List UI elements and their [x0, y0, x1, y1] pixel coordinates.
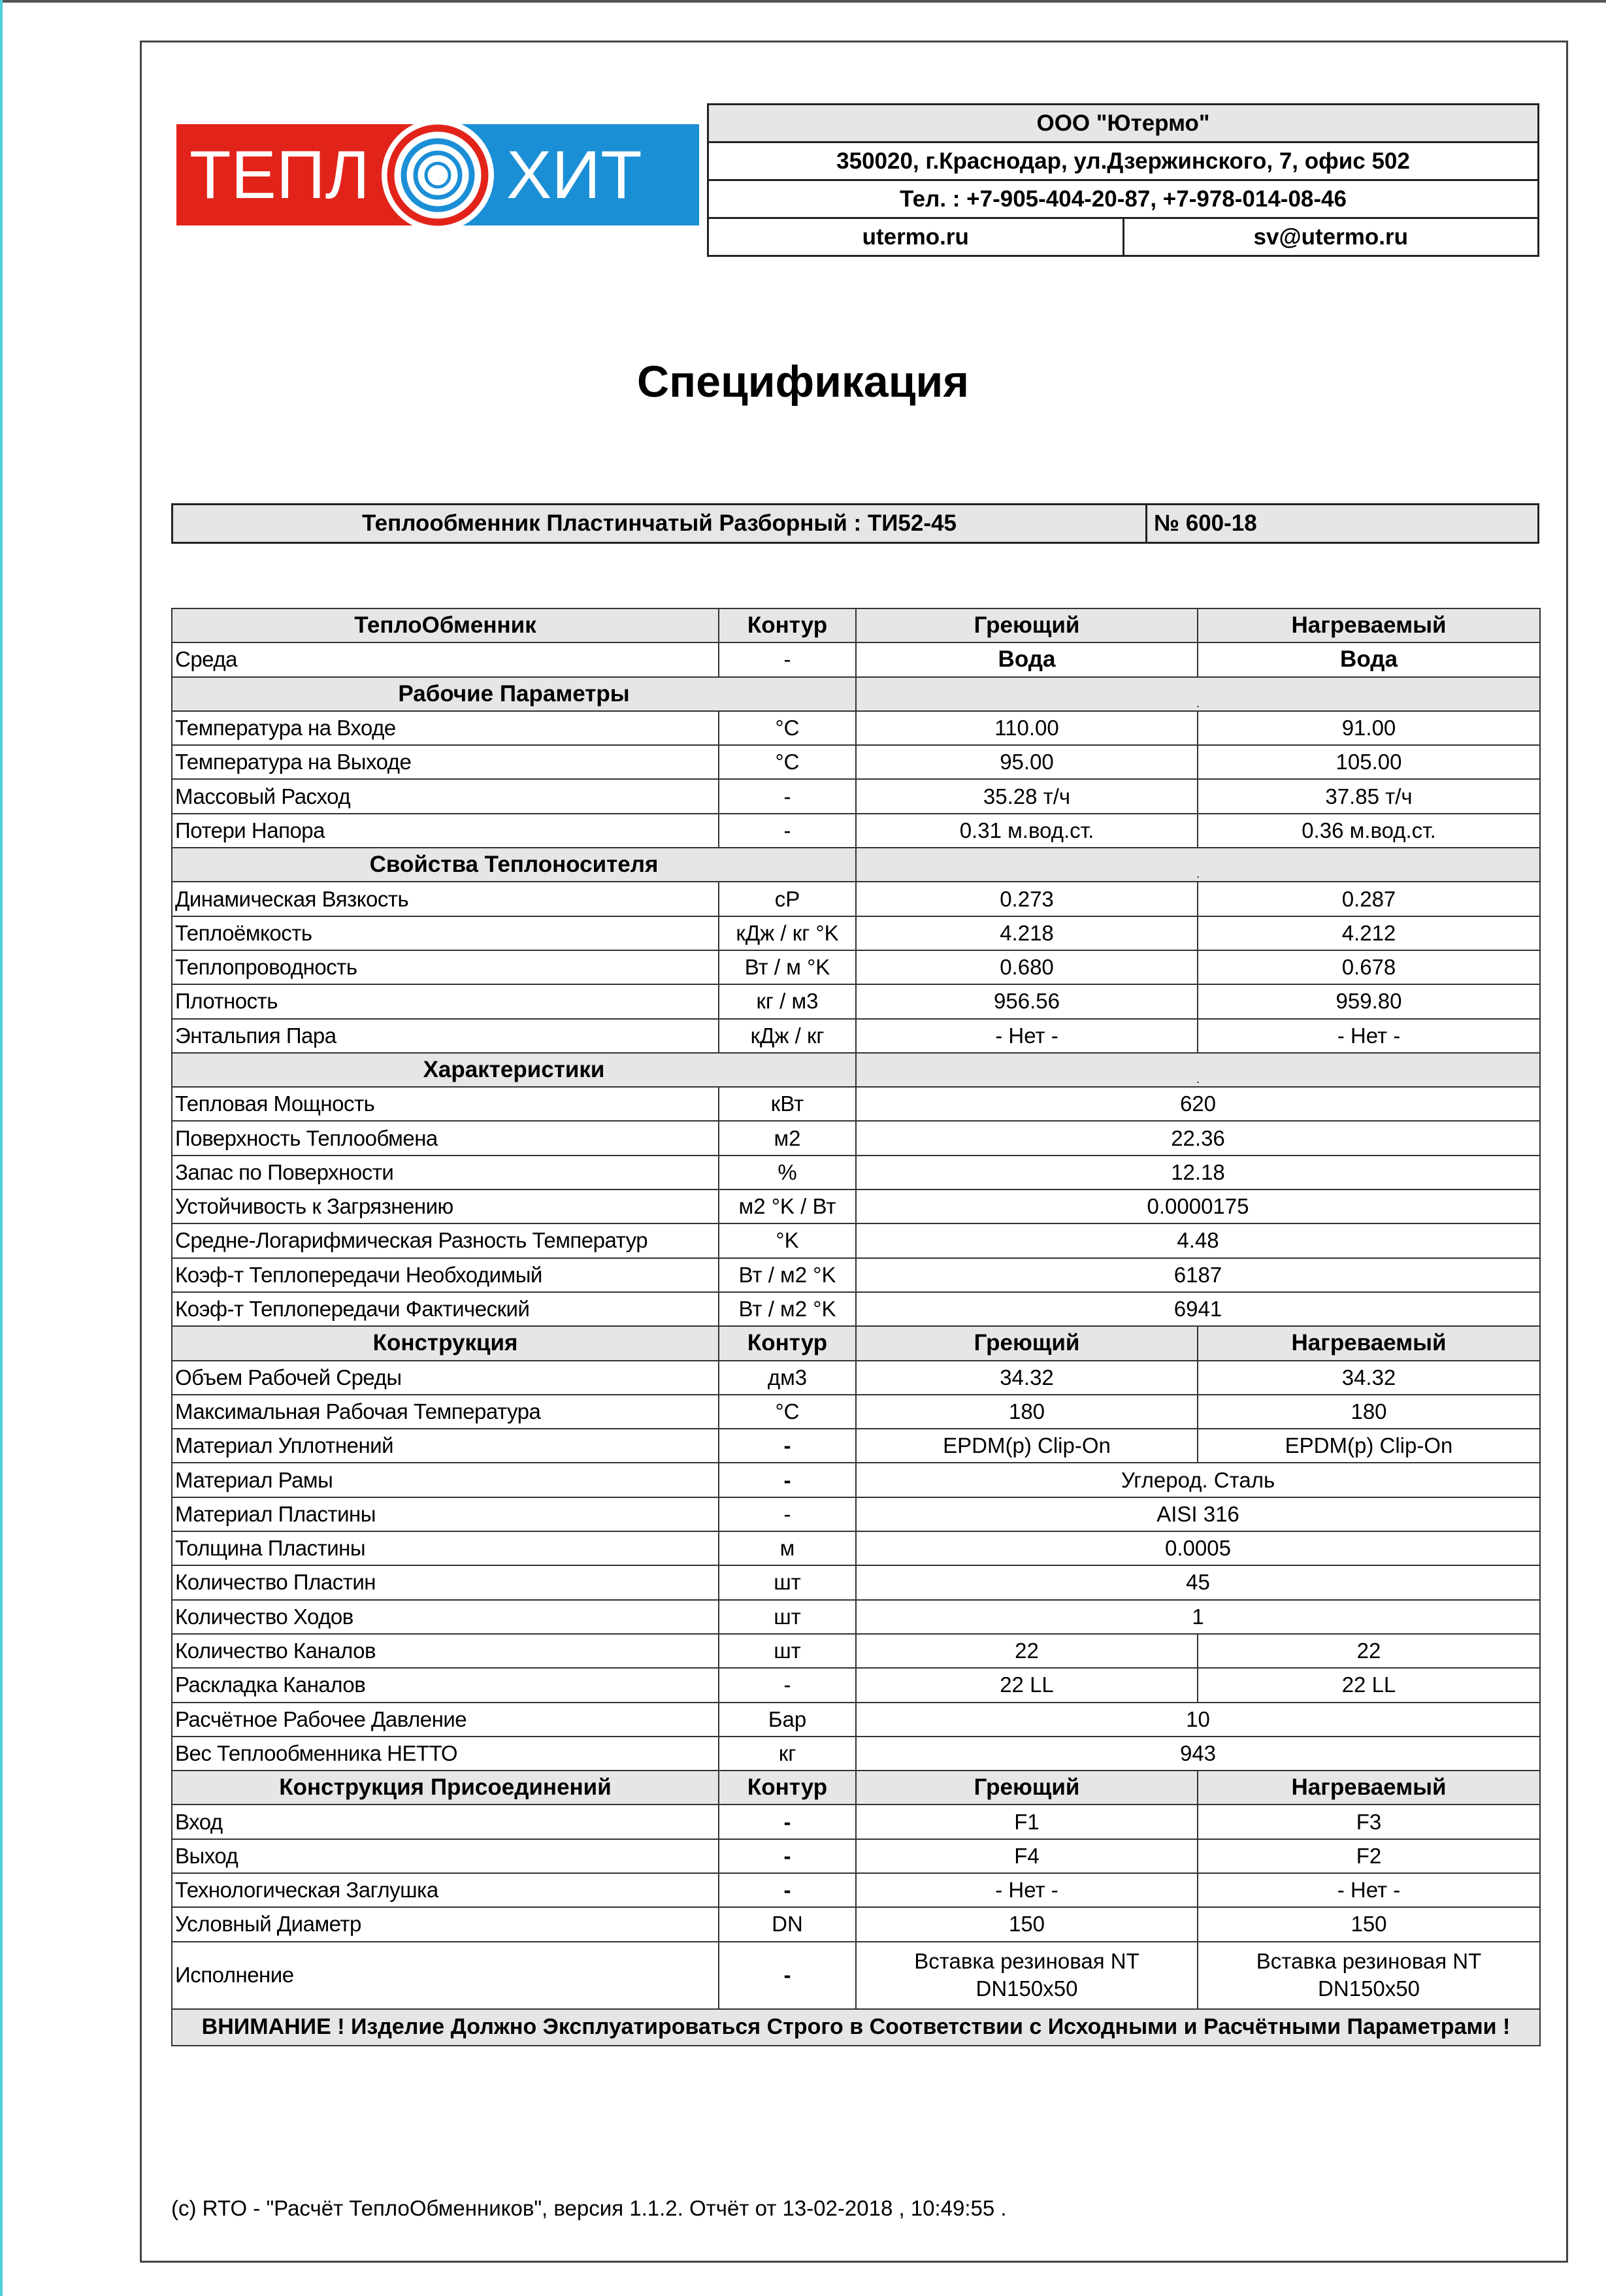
- report-footer: (c) RTO - "Расчёт ТеплоОбменников", версия 1.1.2. Отчёт от 13-02-2018 , 10:49:55 .: [171, 2196, 1007, 2220]
- company-phone: Тел. : +7-905-404-20-87, +7-978-014-08-46: [708, 180, 1539, 218]
- table-row: Тепловая Мощность кВт 620: [172, 1087, 1540, 1121]
- table-row: Материал Пластины - AISI 316: [172, 1497, 1540, 1531]
- top-border-line: [0, 0, 1606, 3]
- table-row: Материал Рамы - Углерод. Сталь: [172, 1463, 1540, 1497]
- construction-header-row: Конструкция Контур Греющий Нагреваемый: [172, 1326, 1540, 1360]
- table-row: Условный Диаметр DN 150 150: [172, 1907, 1540, 1941]
- logo-right-text: ХИТ: [506, 137, 642, 213]
- section-header-row: Свойства Теплоносителя .: [172, 848, 1540, 882]
- table-row: Поверхность Теплообмена м2 22.36: [172, 1121, 1540, 1155]
- table-row: Средне-Логарифмическая Разность Температур °K 4.48: [172, 1223, 1540, 1257]
- product-number: № 600-18: [1147, 505, 1539, 543]
- company-address: 350020, г.Краснодар, ул.Дзержинского, 7, офис 502: [708, 142, 1539, 180]
- table-row: Температура на Выходе °C 95.00 105.00: [172, 745, 1540, 779]
- company-email: sv@utermo.ru: [1123, 218, 1539, 256]
- teplohit-logo: [176, 110, 699, 241]
- page-title: Спецификация: [636, 357, 970, 407]
- company-site: utermo.ru: [708, 218, 1124, 256]
- company-info-table: [707, 103, 1539, 257]
- table-row: Количество Пластин шт 45: [172, 1565, 1540, 1599]
- table-row: Количество Каналов шт 22 22: [172, 1634, 1540, 1668]
- table-row: Температура на Входе °C 110.00 91.00: [172, 711, 1540, 745]
- table-row: Устойчивость к Загрязнению м2 °K / Вт 0.0000175: [172, 1190, 1540, 1223]
- table-row: Массовый Расход - 35.28 т/ч 37.85 т/ч: [172, 779, 1540, 813]
- table-row: Энтальпия Пара кДж / кг - Нет - - Нет -: [172, 1019, 1540, 1053]
- table-header-row: ТеплоОбменник Контур Греющий Нагреваемый: [172, 608, 1540, 642]
- section-header-row: Рабочие Параметры .: [172, 677, 1540, 711]
- table-row: Выход - F4 F2: [172, 1839, 1540, 1873]
- company-name: ООО "Ютермо": [708, 105, 1539, 142]
- table-row: Потери Напора - 0.31 м.вод.ст. 0.36 м.вод.ст.: [172, 814, 1540, 848]
- table-row: Динамическая Вязкость cP 0.273 0.287: [172, 882, 1540, 916]
- spec-table: [171, 608, 1541, 2046]
- table-row: Максимальная Рабочая Температура °C 180 180: [172, 1395, 1540, 1429]
- table-row: Количество Ходов шт 1: [172, 1600, 1540, 1634]
- table-row: Коэф-т Теплопередачи Фактический Вт / м2 °K 6941: [172, 1292, 1540, 1326]
- table-row: Коэф-т Теплопередачи Необходимый Вт / м2 °K 6187: [172, 1258, 1540, 1292]
- table-row: Вес Теплообменника НЕТТО кг 943: [172, 1737, 1540, 1771]
- table-row: Среда - Вода Вода: [172, 642, 1540, 676]
- connections-header-row: Конструкция Присоединений Контур Греющий Нагреваемый: [172, 1771, 1540, 1805]
- table-row: Исполнение - Вставка резиновая NT DN150x50 Вставка резиновая NT DN150x50: [172, 1942, 1540, 2009]
- product-name: Теплообменник Пластинчатый Разборный : ТИ52-45: [172, 505, 1147, 543]
- table-row: Теплоёмкость кДж / кг °K 4.218 4.212: [172, 916, 1540, 950]
- table-row: Объем Рабочей Среды дм3 34.32 34.32: [172, 1361, 1540, 1395]
- left-border-line: [0, 0, 3, 2296]
- table-row: Теплопроводность Вт / м °K 0.680 0.678: [172, 950, 1540, 984]
- table-row: Толщина Пластины м 0.0005: [172, 1531, 1540, 1565]
- table-row: Материал Уплотнений - EPDM(p) Clip-On EPDM(p) Clip-On: [172, 1429, 1540, 1463]
- product-bar: [171, 503, 1539, 544]
- warning-text: ВНИМАНИЕ ! Изделие Должно Эксплуатироваться Строго в Соответствии с Исходными и Расчётными Параметрами !: [172, 2009, 1540, 2046]
- table-row: Плотность кг / м3 956.56 959.80: [172, 984, 1540, 1018]
- table-row: Раскладка Каналов - 22 LL 22 LL: [172, 1668, 1540, 1702]
- table-row: Расчётное Рабочее Давление Бар 10: [172, 1703, 1540, 1737]
- table-row: Технологическая Заглушка - - Нет - - Нет -: [172, 1873, 1540, 1907]
- section-header-row: Характеристики .: [172, 1053, 1540, 1087]
- table-row: Вход - F1 F3: [172, 1805, 1540, 1838]
- warning-row: [172, 2009, 1540, 2046]
- logo-left-text: ТЕПЛ: [189, 137, 370, 213]
- table-row: Запас по Поверхности % 12.18: [172, 1156, 1540, 1190]
